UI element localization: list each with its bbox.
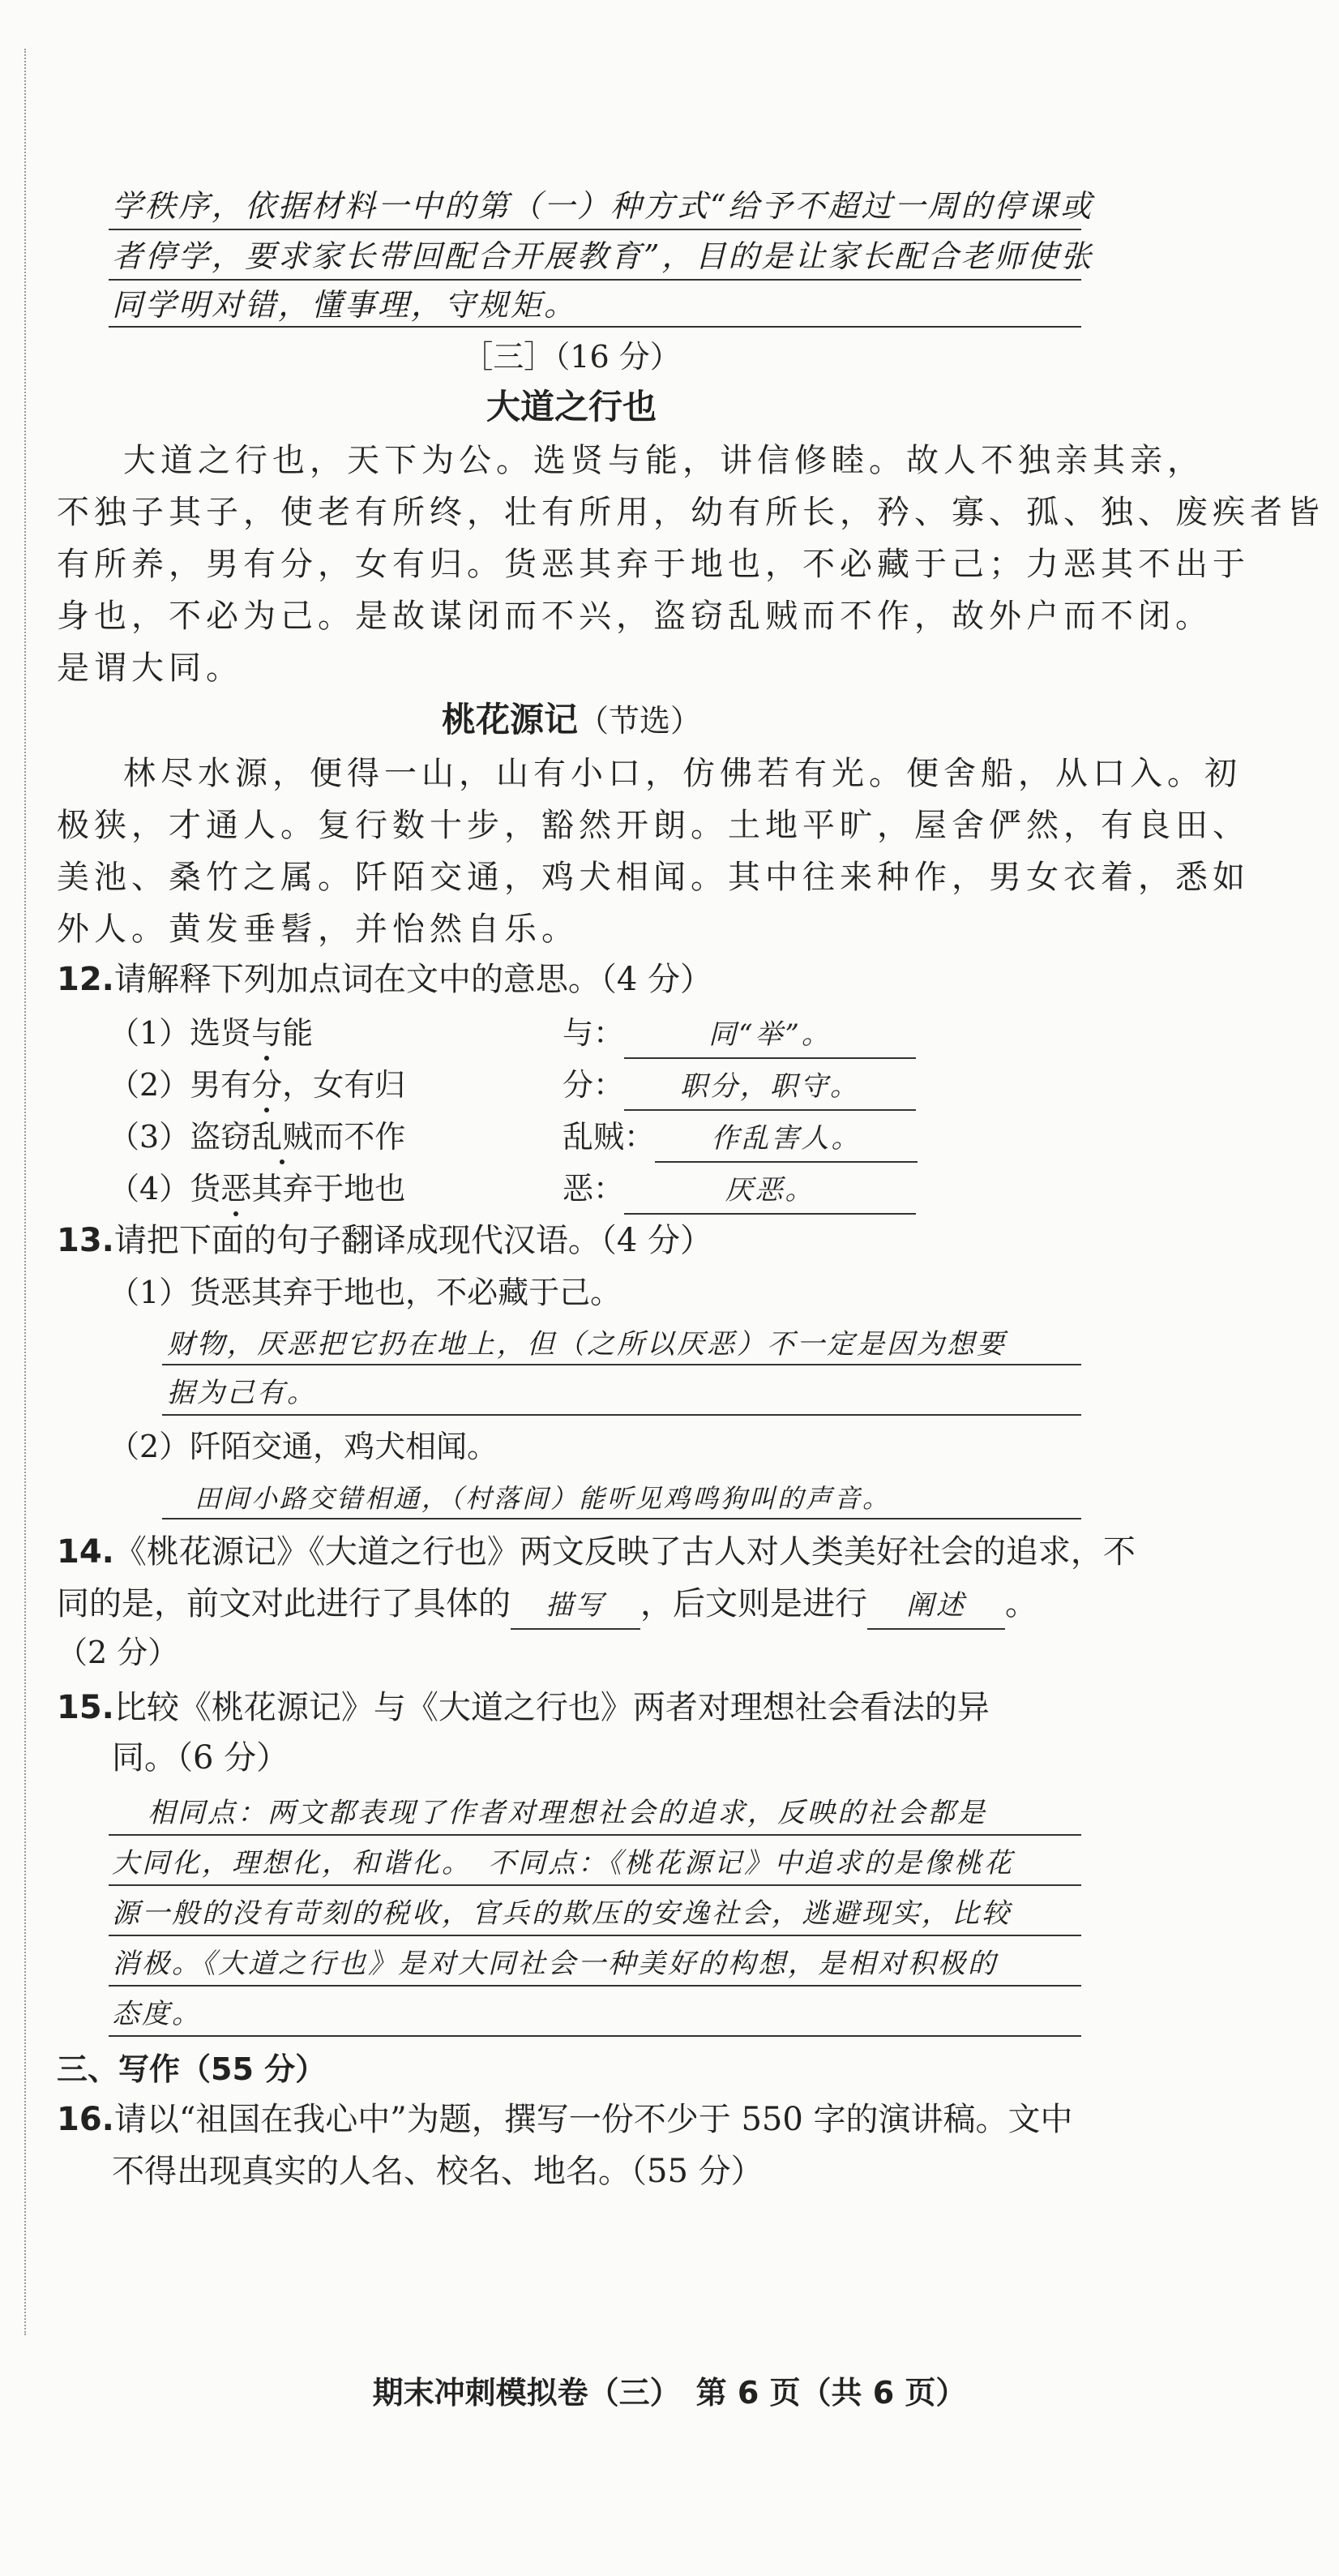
page-footer: 期末冲刺模拟卷（三） 第 6 页（共 6 页） (372, 2375, 967, 2411)
question-number: 14. (57, 1533, 114, 1571)
answer-key: 分： (563, 1067, 625, 1103)
section-heading: 三、写作（55 分） (57, 2051, 327, 2087)
answer-underline (162, 1414, 1081, 1416)
answer-line: 消极。《大道之行也》是对大同社会一种美好的构想，是相对积极的 (112, 1948, 998, 1980)
answer-line: 财物，厌恶把它扔在地上，但（之所以厌恶）不一定是因为想要 (167, 1328, 1007, 1361)
passage-line: 美池、桑竹之属。阡陌交通，鸡犬相闻。其中往来种作，男女衣着，悉如 (57, 859, 1250, 896)
passage-line: 是谓大同。 (57, 649, 243, 687)
question-13 (57, 1218, 1086, 1263)
question-text: 请解释下列加点词在文中的意思。（4 分） (113, 961, 713, 998)
passage-line: 身也，不必为己。是故谋闭而不兴，盗窃乱贼而不作，故外户而不闭。 (57, 598, 1213, 635)
question-text: 请以“祖国在我心中”为题，撰写一份不少于 550 字的演讲稿。文中 (113, 2101, 1073, 2138)
binding-margin-line (24, 49, 26, 2335)
section-heading: ［三］（16 分） (462, 339, 681, 375)
q12-item (109, 1114, 405, 1159)
q12-answer (563, 1166, 916, 1215)
answer-line: 大同化，理想化，和谐化。 不同点：《桃花源记》中追求的是像桃花 (112, 1847, 1014, 1879)
answer-underline (109, 1935, 1081, 1936)
answer-underline (109, 1985, 1081, 1987)
answer-blank: 职分，职守。 (624, 1064, 916, 1111)
dotted-word: 恶 (220, 1166, 251, 1211)
answer-line: 田间小路交错相通，（村落间）能听见鸡鸣狗叫的声音。 (195, 1483, 892, 1514)
answer-line: 源一般的没有苛刻的税收，官兵的欺压的安逸社会，逃避现实，比较 (112, 1897, 1012, 1930)
q12-answer (563, 1062, 916, 1111)
answer-underline (109, 1884, 1081, 1886)
score-note: （2 分） (57, 1635, 179, 1670)
question-text: 同。（6 分） (112, 1739, 289, 1777)
item-text: （3）盗窃 (109, 1119, 252, 1155)
item-text: 其弃于地也 (251, 1171, 406, 1207)
answer-underline (109, 1834, 1081, 1836)
answer-blank: 阐述 (867, 1583, 1005, 1630)
answer-underline (162, 1364, 1081, 1365)
answer-blank: 作乱害人。 (655, 1116, 918, 1163)
passage-title-row (57, 697, 1086, 744)
q13-sentence: （2）阡陌交通，鸡犬相闻。 (109, 1429, 498, 1464)
item-text: ，女有归 (282, 1067, 406, 1103)
dotted-word: 与 (251, 1010, 282, 1056)
answer-line: 相同点：两文都表现了作者对理想社会的追求，反映的社会都是 (148, 1797, 987, 1829)
q12-answer (563, 1114, 918, 1163)
question-text: 《桃花源记》《大道之行也》两文反映了古人对人类美好社会的追求，不 (113, 1533, 1136, 1571)
answer-line: 同学明对错，懂事理，守规矩。 (112, 287, 578, 323)
passage-line: 林尽水源，便得一山，山有小口，仿佛若有光。便舍船，从口入。初 (123, 755, 1242, 792)
passage-line: 大道之行也，天下为公。选贤与能，讲信修睦。故人不独亲其亲， (123, 442, 1204, 479)
item-text: （1）选贤 (109, 1015, 252, 1051)
question-16 (57, 2097, 1086, 2142)
answer-underline (162, 1518, 1081, 1519)
answer-line: 者停学，要求家长带回配合开展教育”，目的是让家长配合老师使张 (112, 238, 1094, 274)
passage-line: 有所养，男有分，女有归。货恶其弃于地也，不必藏于己；力恶其不出于 (57, 546, 1250, 583)
item-text: 而不作 (313, 1119, 406, 1155)
dotted-word: 分 (251, 1062, 282, 1108)
answer-line: 态度。 (112, 1998, 202, 2030)
question-text: 不得出现真实的人名、校名、地名。（55 分） (112, 2153, 764, 2190)
question-12 (57, 957, 1086, 1002)
q12-answer (563, 1010, 916, 1059)
passage-line: 不独子其子，使老有所终，壮有所用，幼有所长，矜、寡、孤、独、废疾者皆 (57, 494, 1324, 531)
answer-key: 乱贼： (563, 1119, 656, 1155)
answer-underline (109, 279, 1081, 281)
question-text: ，后文则是进行 (640, 1585, 867, 1622)
answer-blank: 同“举”。 (624, 1012, 916, 1059)
answer-underline (109, 2035, 1081, 2037)
question-14-line2 (57, 1581, 1086, 1630)
item-text: （2）男有 (109, 1067, 252, 1103)
answer-underline (109, 229, 1081, 230)
question-number: 15. (57, 1689, 114, 1726)
q12-item (109, 1062, 405, 1108)
question-number: 13. (57, 1222, 114, 1259)
dotted-word: 乱贼 (251, 1114, 313, 1159)
answer-blank: 描写 (511, 1583, 640, 1630)
answer-blank: 厌恶。 (624, 1168, 916, 1215)
question-text: 。 (1005, 1585, 1037, 1622)
question-14 (57, 1529, 1136, 1575)
q12-item (109, 1166, 405, 1211)
q12-item (109, 1010, 313, 1056)
answer-underline (109, 326, 1081, 328)
passage-title: 大道之行也 (486, 387, 657, 426)
question-number: 16. (57, 2101, 114, 2138)
item-text: （4）货 (109, 1171, 221, 1207)
answer-line: 据为己有。 (167, 1377, 317, 1409)
passage-title: 桃花源记 (441, 700, 578, 739)
answer-key: 与： (563, 1015, 625, 1051)
passage-line: 外人。黄发垂髫，并怡然自乐。 (57, 911, 579, 948)
question-text: 请把下面的句子翻译成现代汉语。（4 分） (113, 1222, 713, 1259)
answer-key: 恶： (563, 1171, 625, 1207)
question-text: 比较《桃花源记》与《大道之行也》两者对理想社会看法的异 (113, 1689, 990, 1726)
item-text: 能 (282, 1015, 314, 1051)
question-number: 12. (57, 961, 114, 998)
answer-line: 学秩序，依据材料一中的第（一）种方式“给予不超过一周的停课或 (112, 188, 1094, 224)
question-15 (57, 1685, 1086, 1730)
q13-sentence: （1）货恶其弃于地也，不必藏于己。 (109, 1275, 622, 1310)
passage-title-note: （节选） (578, 703, 702, 739)
passage-line: 极狭，才通人。复行数十步，豁然开朗。土地平旷，屋舍俨然，有良田、 (57, 807, 1250, 844)
question-text: 同的是，前文对此进行了具体的 (57, 1585, 511, 1622)
